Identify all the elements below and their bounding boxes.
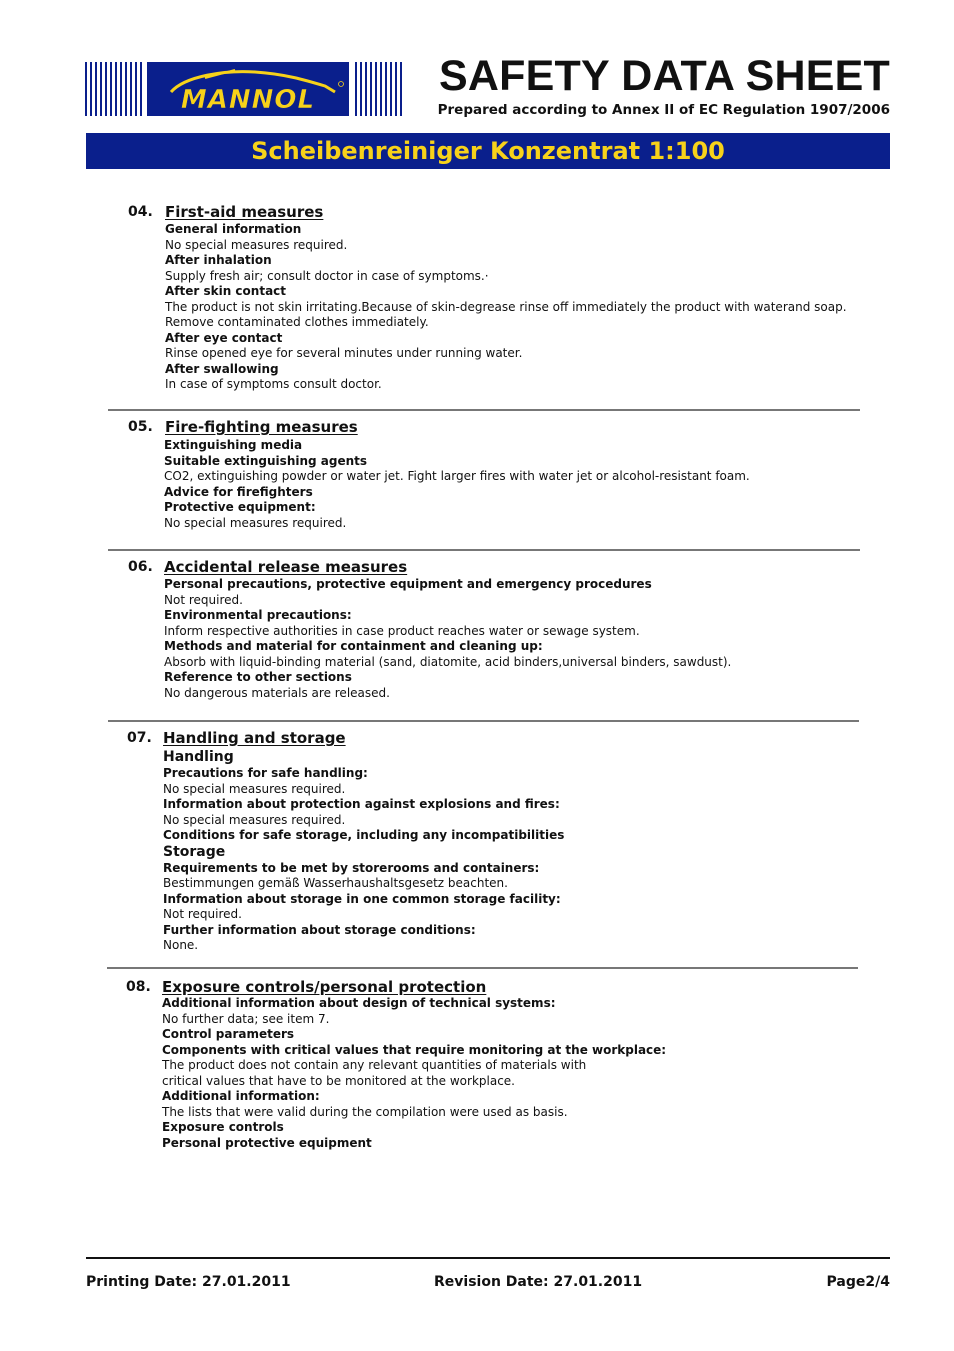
footer-divider (86, 1257, 890, 1259)
section-subheading: Components with critical values that require monitoring at the workplace: (162, 1042, 667, 1057)
section-subheading: Protective equipment: (164, 500, 316, 514)
section-text: None. (163, 938, 199, 952)
section-number: 07. (127, 730, 152, 746)
section-number: 05. (128, 419, 153, 435)
section-handling-storage (127, 729, 564, 954)
section-subheading: General information (165, 222, 302, 236)
mannol-logo (85, 62, 405, 116)
section-text: Rinse opened eye for several minutes under running water. (165, 346, 523, 360)
section-subheading: Information about protection against explosions and fires: (163, 797, 560, 811)
section-subheading: Precautions for safe handling: (163, 766, 368, 780)
section-subheading: After inhalation (165, 253, 272, 267)
section-subheading: Exposure controls (162, 1120, 284, 1134)
section-text: Remove contaminated clothes immediately. (165, 315, 429, 329)
section-divider (108, 549, 860, 551)
section-subheading: Information about storage in one common storage facility: (163, 891, 561, 906)
section-body (164, 577, 731, 701)
section-title: Fire-fighting measures (165, 418, 358, 436)
section-text: No special measures required. (163, 781, 346, 796)
section-subheading: Methods and material for containment and cleaning up: (164, 639, 543, 653)
section-text: Not required. (163, 907, 242, 921)
section-text: No special measures required. (164, 515, 347, 530)
section-accidental-release (128, 558, 731, 701)
section-divider (107, 967, 858, 969)
section-subheading: Additional information about design of technical systems: (162, 996, 556, 1010)
section-subheading: Conditions for safe storage, including any incompatibilities (163, 828, 565, 842)
svg-text:MANNOL: MANNOL (180, 85, 316, 115)
section-subheading: Control parameters (162, 1027, 295, 1041)
section-divider (108, 409, 860, 411)
section-subheading: Additional information: (162, 1089, 320, 1103)
section-number: 08. (126, 979, 151, 995)
document-title: SAFETY DATA SHEET (439, 52, 890, 100)
section-title: First-aid measures (165, 203, 324, 221)
section-fire-fighting (128, 418, 750, 531)
product-name: Scheibenreiniger Konzentrat 1:100 (251, 137, 725, 165)
section-text: In case of symptoms consult doctor. (165, 377, 382, 391)
section-text: No special measures required. (165, 237, 348, 252)
section-subheading: Environmental precautions: (164, 608, 352, 622)
section-subheading: Reference to other sections (164, 670, 352, 684)
section-subheading: Handling (163, 749, 234, 765)
section-title: Exposure controls/personal protection (162, 978, 487, 996)
page-number: Page2/4 (826, 1274, 890, 1290)
section-subheading: Storage (163, 843, 226, 860)
section-text: Supply fresh air; consult doctor in case of symptoms.· (165, 268, 489, 283)
section-subheading: Further information about storage conditions: (163, 922, 476, 937)
section-text: No dangerous materials are released. (164, 685, 390, 700)
section-title: Handling and storage (163, 729, 346, 747)
section-text: Absorb with liquid-binding material (sand, diatomite, acid binders,universal binders, sawdust). (164, 654, 732, 669)
section-text: The product is not skin irritating.Because of skin-degrease rinse off immediately the product with waterand soap. (165, 299, 847, 314)
section-subheading: Personal protective equipment (162, 1135, 372, 1150)
section-text: The lists that were valid during the compilation were used as basis. (162, 1104, 568, 1119)
section-divider (108, 720, 859, 722)
section-subheading: After skin contact (165, 284, 287, 298)
section-number: 06. (128, 559, 153, 575)
section-text: CO2, extinguishing powder or water jet. Fight larger fires with water jet or alcohol-resistant foam. (164, 469, 750, 483)
document-subtitle: Prepared according to Annex II of EC Regulation 1907/2006 (437, 102, 890, 118)
revision-date: Revision Date: 27.01.2011 (434, 1274, 643, 1290)
section-subheading: After eye contact (165, 330, 283, 345)
section-first-aid (128, 203, 847, 393)
section-exposure-controls (126, 978, 666, 1151)
printing-date: Printing Date: 27.01.2011 (86, 1274, 291, 1290)
section-subheading: Suitable extinguishing agents (164, 453, 368, 468)
document-title-block (438, 52, 890, 119)
section-body (164, 438, 750, 531)
section-subheading: Advice for firefighters (164, 484, 313, 499)
section-text: The product does not contain any relevant quantities of materials with (162, 1058, 587, 1072)
section-text: Not required. (164, 592, 243, 607)
section-text: No further data; see item 7. (162, 1011, 330, 1026)
section-subheading: After swallowing (165, 361, 279, 376)
section-title: Accidental release measures (164, 558, 408, 576)
section-number: 04. (128, 204, 153, 220)
section-text: Inform respective authorities in case product reaches water or sewage system. (164, 623, 640, 638)
section-subheading: Extinguishing media (164, 438, 303, 452)
section-body (163, 749, 564, 954)
section-subheading: Personal precautions, protective equipment and emergency procedures (164, 577, 652, 591)
product-banner (86, 133, 890, 169)
section-text: Bestimmungen gemäß Wasserhaushaltsgesetz beachten. (163, 876, 508, 890)
section-body (162, 996, 666, 1151)
section-body (165, 222, 847, 393)
section-text: No special measures required. (163, 812, 346, 827)
section-text: critical values that have to be monitored at the workplace. (162, 1073, 515, 1088)
section-subheading: Requirements to be met by storerooms and containers: (163, 860, 540, 875)
